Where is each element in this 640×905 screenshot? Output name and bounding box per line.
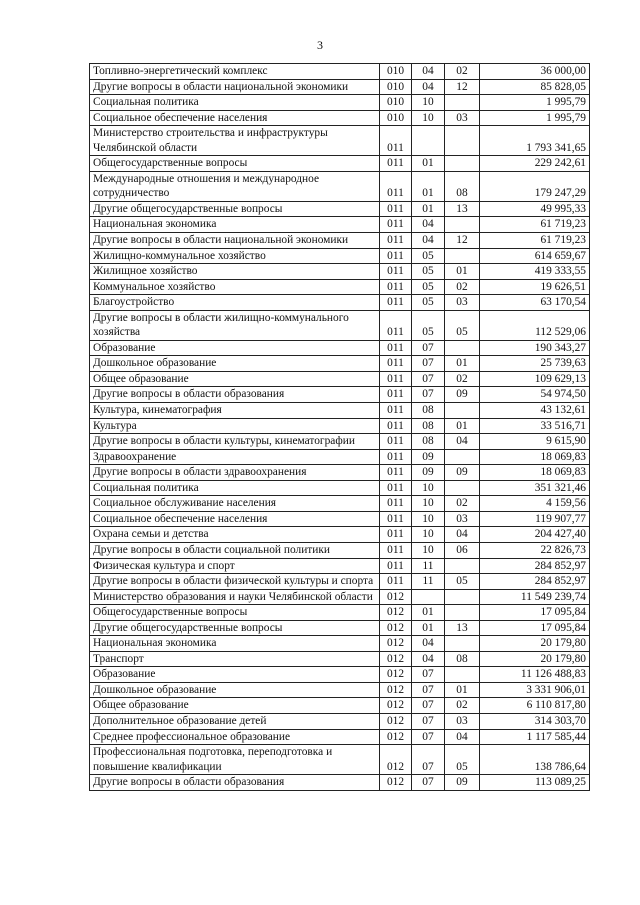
row-ministry-code: 010 [380, 95, 412, 111]
row-subsection-code: 09 [445, 775, 480, 791]
row-subsection-code [445, 248, 480, 264]
table-row [90, 496, 590, 512]
row-subsection-code [445, 605, 480, 621]
table-row [90, 217, 590, 233]
table-row [90, 605, 590, 621]
row-section-code: 07 [412, 356, 445, 372]
row-amount: 6 110 817,80 [480, 698, 590, 714]
row-section-code: 10 [412, 95, 445, 111]
row-amount: 351 321,46 [480, 480, 590, 496]
row-section-code: 04 [412, 233, 445, 249]
row-amount: 419 333,55 [480, 264, 590, 280]
row-section-code: 07 [412, 682, 445, 698]
row-ministry-code: 011 [380, 511, 412, 527]
row-ministry-code: 012 [380, 605, 412, 621]
row-subsection-code: 13 [445, 201, 480, 217]
row-ministry-code: 012 [380, 729, 412, 745]
row-amount: 284 852,97 [480, 574, 590, 590]
row-name: Другие вопросы в области национальной экономики [90, 79, 380, 95]
row-amount: 19 626,51 [480, 279, 590, 295]
row-subsection-code: 03 [445, 295, 480, 311]
row-section-code [412, 589, 445, 605]
row-amount: 11 126 488,83 [480, 667, 590, 683]
row-subsection-code [445, 480, 480, 496]
row-subsection-code: 03 [445, 713, 480, 729]
row-subsection-code [445, 156, 480, 172]
row-subsection-code: 01 [445, 356, 480, 372]
row-section-code: 01 [412, 605, 445, 621]
row-subsection-code [445, 95, 480, 111]
row-ministry-code: 011 [380, 340, 412, 356]
table-row [90, 201, 590, 217]
row-name: Образование [90, 340, 380, 356]
row-ministry-code: 010 [380, 110, 412, 126]
row-subsection-code: 01 [445, 418, 480, 434]
row-name: Другие вопросы в области физической культуры и спорта [90, 574, 380, 590]
row-amount: 204 427,40 [480, 527, 590, 543]
row-ministry-code: 012 [380, 651, 412, 667]
row-subsection-code [445, 126, 480, 156]
row-section-code: 09 [412, 465, 445, 481]
row-section-code: 07 [412, 667, 445, 683]
row-amount: 18 069,83 [480, 449, 590, 465]
row-subsection-code: 02 [445, 64, 480, 80]
row-subsection-code: 08 [445, 171, 480, 201]
row-ministry-code: 011 [380, 295, 412, 311]
row-section-code: 05 [412, 310, 445, 340]
table-row [90, 465, 590, 481]
row-amount: 49 995,33 [480, 201, 590, 217]
row-section-code: 10 [412, 496, 445, 512]
table-row [90, 264, 590, 280]
row-section-code: 10 [412, 542, 445, 558]
table-row [90, 745, 590, 775]
row-subsection-code [445, 558, 480, 574]
row-ministry-code: 012 [380, 636, 412, 652]
row-ministry-code: 011 [380, 217, 412, 233]
row-subsection-code: 02 [445, 279, 480, 295]
row-name: Культура [90, 418, 380, 434]
row-section-code: 07 [412, 698, 445, 714]
row-name: Охрана семьи и детства [90, 527, 380, 543]
row-amount: 20 179,80 [480, 651, 590, 667]
row-name: Коммунальное хозяйство [90, 279, 380, 295]
row-name: Другие вопросы в области национальной экономики [90, 233, 380, 249]
row-ministry-code: 011 [380, 264, 412, 280]
row-subsection-code [445, 340, 480, 356]
row-amount: 9 615,90 [480, 434, 590, 450]
table-row [90, 403, 590, 419]
row-subsection-code [445, 636, 480, 652]
row-ministry-code: 012 [380, 682, 412, 698]
row-amount: 138 786,64 [480, 745, 590, 775]
row-section-code: 07 [412, 729, 445, 745]
row-name: Другие общегосударственные вопросы [90, 620, 380, 636]
row-section-code: 09 [412, 449, 445, 465]
table-row [90, 126, 590, 156]
row-amount: 61 719,23 [480, 233, 590, 249]
row-ministry-code: 012 [380, 775, 412, 791]
row-ministry-code: 012 [380, 620, 412, 636]
row-section-code: 05 [412, 264, 445, 280]
row-section-code: 08 [412, 403, 445, 419]
row-section-code: 07 [412, 371, 445, 387]
row-name: Другие вопросы в области социальной политики [90, 542, 380, 558]
row-name: Общее образование [90, 698, 380, 714]
row-name: Культура, кинематография [90, 403, 380, 419]
row-name: Другие вопросы в области жилищно-коммунального хозяйства [90, 310, 380, 340]
row-name: Социальное обеспечение населения [90, 110, 380, 126]
row-section-code: 10 [412, 527, 445, 543]
table-row [90, 171, 590, 201]
row-ministry-code: 012 [380, 589, 412, 605]
row-section-code: 07 [412, 340, 445, 356]
table-row [90, 418, 590, 434]
row-amount: 229 242,61 [480, 156, 590, 172]
row-subsection-code: 08 [445, 651, 480, 667]
row-ministry-code: 011 [380, 371, 412, 387]
row-section-code: 10 [412, 511, 445, 527]
table-row [90, 636, 590, 652]
row-name: Транспорт [90, 651, 380, 667]
table-row [90, 295, 590, 311]
row-ministry-code: 012 [380, 698, 412, 714]
table-row [90, 574, 590, 590]
row-section-code: 01 [412, 156, 445, 172]
row-name: Здравоохранение [90, 449, 380, 465]
row-subsection-code: 04 [445, 527, 480, 543]
row-amount: 314 303,70 [480, 713, 590, 729]
row-name: Общегосударственные вопросы [90, 156, 380, 172]
row-section-code: 01 [412, 620, 445, 636]
table-row [90, 340, 590, 356]
row-amount: 119 907,77 [480, 511, 590, 527]
row-amount: 17 095,84 [480, 620, 590, 636]
table-row [90, 542, 590, 558]
row-subsection-code: 12 [445, 233, 480, 249]
row-section-code: 07 [412, 387, 445, 403]
table-row [90, 434, 590, 450]
row-subsection-code: 02 [445, 698, 480, 714]
row-name: Министерство строительства и инфраструктуры Челябинской области [90, 126, 380, 156]
row-ministry-code: 010 [380, 64, 412, 80]
row-section-code: 10 [412, 110, 445, 126]
row-section-code: 01 [412, 201, 445, 217]
row-subsection-code [445, 589, 480, 605]
table-row [90, 110, 590, 126]
row-amount: 43 132,61 [480, 403, 590, 419]
table-row [90, 620, 590, 636]
row-amount: 61 719,23 [480, 217, 590, 233]
row-section-code: 04 [412, 636, 445, 652]
row-ministry-code: 011 [380, 403, 412, 419]
row-section-code: 07 [412, 713, 445, 729]
row-amount: 190 343,27 [480, 340, 590, 356]
budget-table [89, 63, 590, 791]
table-row [90, 682, 590, 698]
row-subsection-code [445, 449, 480, 465]
row-section-code: 04 [412, 79, 445, 95]
row-section-code: 07 [412, 775, 445, 791]
row-ministry-code: 011 [380, 356, 412, 372]
row-amount: 63 170,54 [480, 295, 590, 311]
row-amount: 179 247,29 [480, 171, 590, 201]
table-row [90, 651, 590, 667]
row-subsection-code: 13 [445, 620, 480, 636]
row-amount: 11 549 239,74 [480, 589, 590, 605]
row-ministry-code: 011 [380, 496, 412, 512]
row-ministry-code: 011 [380, 233, 412, 249]
row-amount: 1 793 341,65 [480, 126, 590, 156]
row-section-code: 08 [412, 434, 445, 450]
row-amount: 3 331 906,01 [480, 682, 590, 698]
row-section-code: 04 [412, 217, 445, 233]
table-row [90, 233, 590, 249]
row-amount: 17 095,84 [480, 605, 590, 621]
row-name: Другие вопросы в области образования [90, 775, 380, 791]
row-amount: 284 852,97 [480, 558, 590, 574]
row-name: Профессиональная подготовка, переподготовка и повышение квалификации [90, 745, 380, 775]
row-ministry-code: 011 [380, 310, 412, 340]
row-amount: 4 159,56 [480, 496, 590, 512]
row-name: Дошкольное образование [90, 356, 380, 372]
table-row [90, 527, 590, 543]
row-ministry-code: 011 [380, 449, 412, 465]
row-ministry-code: 011 [380, 156, 412, 172]
row-subsection-code: 01 [445, 682, 480, 698]
table-row [90, 356, 590, 372]
row-ministry-code: 012 [380, 667, 412, 683]
table-row [90, 95, 590, 111]
table-row [90, 511, 590, 527]
table-row [90, 480, 590, 496]
row-name: Социальное обеспечение населения [90, 511, 380, 527]
table-row [90, 79, 590, 95]
row-ministry-code: 011 [380, 126, 412, 156]
row-ministry-code: 011 [380, 465, 412, 481]
row-name: Топливно-энергетический комплекс [90, 64, 380, 80]
row-section-code: 01 [412, 171, 445, 201]
table-row [90, 667, 590, 683]
row-ministry-code: 011 [380, 542, 412, 558]
row-ministry-code: 011 [380, 418, 412, 434]
row-ministry-code: 011 [380, 480, 412, 496]
row-ministry-code: 012 [380, 713, 412, 729]
row-amount: 85 828,05 [480, 79, 590, 95]
table-row [90, 279, 590, 295]
row-name: Другие вопросы в области образования [90, 387, 380, 403]
row-name: Общее образование [90, 371, 380, 387]
row-name: Другие вопросы в области здравоохранения [90, 465, 380, 481]
row-amount: 1 117 585,44 [480, 729, 590, 745]
row-name: Среднее профессиональное образование [90, 729, 380, 745]
row-name: Социальная политика [90, 480, 380, 496]
row-section-code: 07 [412, 745, 445, 775]
table-row [90, 310, 590, 340]
row-name: Образование [90, 667, 380, 683]
row-section-code: 11 [412, 574, 445, 590]
row-section-code: 05 [412, 295, 445, 311]
row-amount: 112 529,06 [480, 310, 590, 340]
row-name: Социальная политика [90, 95, 380, 111]
row-ministry-code: 011 [380, 248, 412, 264]
table-row [90, 729, 590, 745]
row-subsection-code: 02 [445, 371, 480, 387]
row-subsection-code [445, 403, 480, 419]
row-subsection-code: 06 [445, 542, 480, 558]
row-amount: 1 995,79 [480, 95, 590, 111]
row-name: Другие вопросы в области культуры, кинематографии [90, 434, 380, 450]
row-ministry-code: 011 [380, 387, 412, 403]
row-section-code: 08 [412, 418, 445, 434]
row-subsection-code: 01 [445, 264, 480, 280]
row-name: Дошкольное образование [90, 682, 380, 698]
row-ministry-code: 011 [380, 527, 412, 543]
row-name: Национальная экономика [90, 636, 380, 652]
table-row [90, 248, 590, 264]
row-subsection-code: 05 [445, 745, 480, 775]
row-amount: 614 659,67 [480, 248, 590, 264]
row-ministry-code: 011 [380, 201, 412, 217]
row-subsection-code: 03 [445, 511, 480, 527]
row-name: Дополнительное образование детей [90, 713, 380, 729]
table-row [90, 156, 590, 172]
row-amount: 25 739,63 [480, 356, 590, 372]
row-ministry-code: 011 [380, 574, 412, 590]
row-name: Национальная экономика [90, 217, 380, 233]
page-number: 3 [317, 38, 323, 52]
row-amount: 18 069,83 [480, 465, 590, 481]
row-amount: 33 516,71 [480, 418, 590, 434]
row-ministry-code: 011 [380, 558, 412, 574]
row-section-code: 04 [412, 64, 445, 80]
table-row [90, 713, 590, 729]
row-name: Международные отношения и международное сотрудничество [90, 171, 380, 201]
table-row [90, 449, 590, 465]
row-name: Жилищное хозяйство [90, 264, 380, 280]
row-subsection-code: 09 [445, 465, 480, 481]
row-subsection-code: 05 [445, 310, 480, 340]
table-row [90, 558, 590, 574]
row-name: Министерство образования и науки Челябинской области [90, 589, 380, 605]
row-ministry-code: 011 [380, 434, 412, 450]
row-name: Благоустройство [90, 295, 380, 311]
table-row [90, 64, 590, 80]
row-subsection-code: 09 [445, 387, 480, 403]
row-subsection-code: 04 [445, 729, 480, 745]
row-ministry-code: 011 [380, 171, 412, 201]
row-section-code: 05 [412, 279, 445, 295]
row-name: Социальное обслуживание населения [90, 496, 380, 512]
row-ministry-code: 011 [380, 279, 412, 295]
row-name: Жилищно-коммунальное хозяйство [90, 248, 380, 264]
row-amount: 113 089,25 [480, 775, 590, 791]
row-amount: 20 179,80 [480, 636, 590, 652]
row-amount: 1 995,79 [480, 110, 590, 126]
row-subsection-code: 04 [445, 434, 480, 450]
row-amount: 22 826,73 [480, 542, 590, 558]
row-amount: 109 629,13 [480, 371, 590, 387]
row-name: Физическая культура и спорт [90, 558, 380, 574]
table-row [90, 775, 590, 791]
table-row [90, 387, 590, 403]
row-section-code: 05 [412, 248, 445, 264]
row-subsection-code [445, 217, 480, 233]
row-name: Другие общегосударственные вопросы [90, 201, 380, 217]
row-subsection-code: 02 [445, 496, 480, 512]
row-subsection-code [445, 667, 480, 683]
row-amount: 54 974,50 [480, 387, 590, 403]
table-row [90, 698, 590, 714]
row-section-code: 11 [412, 558, 445, 574]
row-subsection-code: 12 [445, 79, 480, 95]
row-name: Общегосударственные вопросы [90, 605, 380, 621]
row-section-code [412, 126, 445, 156]
row-amount: 36 000,00 [480, 64, 590, 80]
row-section-code: 04 [412, 651, 445, 667]
table-row [90, 371, 590, 387]
table-row [90, 589, 590, 605]
row-subsection-code: 05 [445, 574, 480, 590]
row-ministry-code: 010 [380, 79, 412, 95]
row-section-code: 10 [412, 480, 445, 496]
row-subsection-code: 03 [445, 110, 480, 126]
row-ministry-code: 012 [380, 745, 412, 775]
